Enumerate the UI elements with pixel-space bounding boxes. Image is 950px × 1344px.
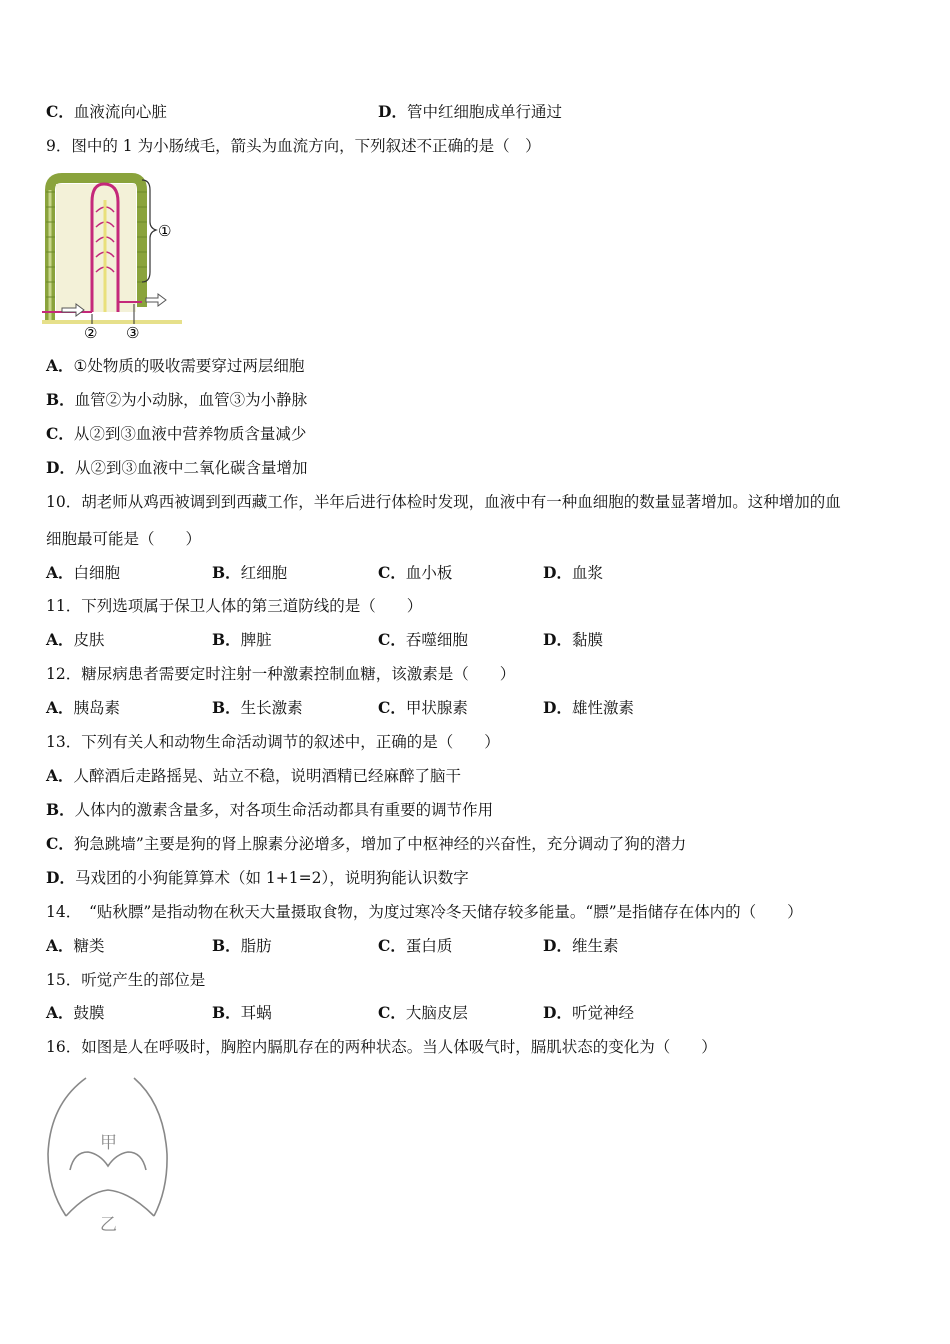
q10-stem-line1: 10．胡老师从鸡西被调到到西藏工作，半年后进行体检时发现，血液中有一种血细胞的数量显著增加。这种增加的血 [46, 493, 841, 511]
diaphragm-state-yi [66, 1190, 154, 1216]
q11-option-d: D．黏膜 [543, 630, 603, 649]
q10-option-b: B．红细胞 [212, 563, 288, 582]
diaphragm-figure [44, 1074, 174, 1234]
q8-option-c: C．血液流向心脏 [46, 102, 167, 121]
q13-option-d: D．马戏团的小狗能算算术（如 1+1=2），说明狗能认识数字 [46, 868, 469, 887]
q12-option-b: B．生长激素 [212, 698, 303, 717]
q13-option-a: A．人醉酒后走路摇晃、站立不稳，说明酒精已经麻醉了脑干 [46, 766, 462, 785]
q14-option-d: D．维生素 [543, 936, 619, 955]
q9-option-b: B．血管②为小动脉，血管③为小静脉 [46, 390, 308, 409]
q15-option-a: A．鼓膜 [46, 1003, 105, 1022]
q12-option-d: D．雄性激素 [543, 698, 634, 717]
q16-stem: 16．如图是人在呼吸时，胸腔内膈肌存在的两种状态。当人体吸气时，膈肌状态的变化为（ ） [46, 1038, 717, 1056]
q10-option-d: D．血浆 [543, 563, 603, 582]
q10-option-c: C．血小板 [378, 563, 453, 582]
q9-option-c: C．从②到③血液中营养物质含量减少 [46, 424, 307, 443]
outflow-arrow-icon [146, 294, 166, 306]
q12-option-c: C．甲状腺素 [378, 698, 468, 717]
q10-stem-line2: 细胞最可能是（ ） [46, 530, 202, 548]
label-1: ① [158, 222, 172, 240]
q8-option-d: D．管中红细胞成单行通过 [378, 102, 562, 121]
q11-stem: 11．下列选项属于保卫人体的第三道防线的是（ ） [46, 597, 423, 615]
q13-option-c: C．狗急跳墙”主要是狗的肾上腺素分泌增多，增加了中枢神经的兴奋性，充分调动了狗的潜力 [46, 834, 687, 853]
q11-option-c: C．吞噬细胞 [378, 630, 468, 649]
q15-stem: 15．听觉产生的部位是 [46, 971, 206, 989]
label-3: ③ [126, 324, 140, 342]
q14-option-a: A．糖类 [46, 936, 105, 955]
q12-stem: 12．糖尿病患者需要定时注射一种激素控制血糖，该激素是（ ） [46, 665, 516, 683]
q9-option-d: D．从②到③血液中二氧化碳含量增加 [46, 458, 308, 477]
label-2: ② [84, 324, 98, 342]
q9-option-a: A．①处物质的吸收需要穿过两层细胞 [46, 356, 305, 375]
q11-option-a: A．皮肤 [46, 630, 105, 649]
q10-option-a: A．白细胞 [46, 563, 121, 582]
chest-wall-left [48, 1078, 86, 1216]
q13-stem: 13．下列有关人和动物生命活动调节的叙述中，正确的是（ ） [46, 733, 500, 751]
q14-option-c: C．蛋白质 [378, 936, 453, 955]
q13-option-b: B．人体内的激素含量多，对各项生命活动都具有重要的调节作用 [46, 800, 494, 819]
q15-option-b: B．耳蜗 [212, 1003, 272, 1022]
q14-option-b: B．脂肪 [212, 936, 272, 955]
label-jia: 甲 [100, 1133, 117, 1153]
q9-stem: 9．图中的 1 为小肠绒毛，箭头为血流方向，下列叙述不正确的是（ ） [46, 137, 541, 155]
diaphragm-state-jia [70, 1152, 146, 1170]
q12-option-a: A．胰岛素 [46, 698, 121, 717]
chest-wall-right [134, 1078, 167, 1216]
q11-option-b: B．脾脏 [212, 630, 272, 649]
q15-option-c: C．大脑皮层 [378, 1003, 468, 1022]
villus-figure [42, 172, 182, 342]
q15-option-d: D．听觉神经 [543, 1003, 634, 1022]
label-yi: 乙 [100, 1215, 117, 1235]
q14-stem: 14． “贴秋膘”是指动物在秋天大量摄取食物，为度过寒冷冬天储存较多能量。“膘”是指储存在体内的（ ） [46, 903, 803, 921]
